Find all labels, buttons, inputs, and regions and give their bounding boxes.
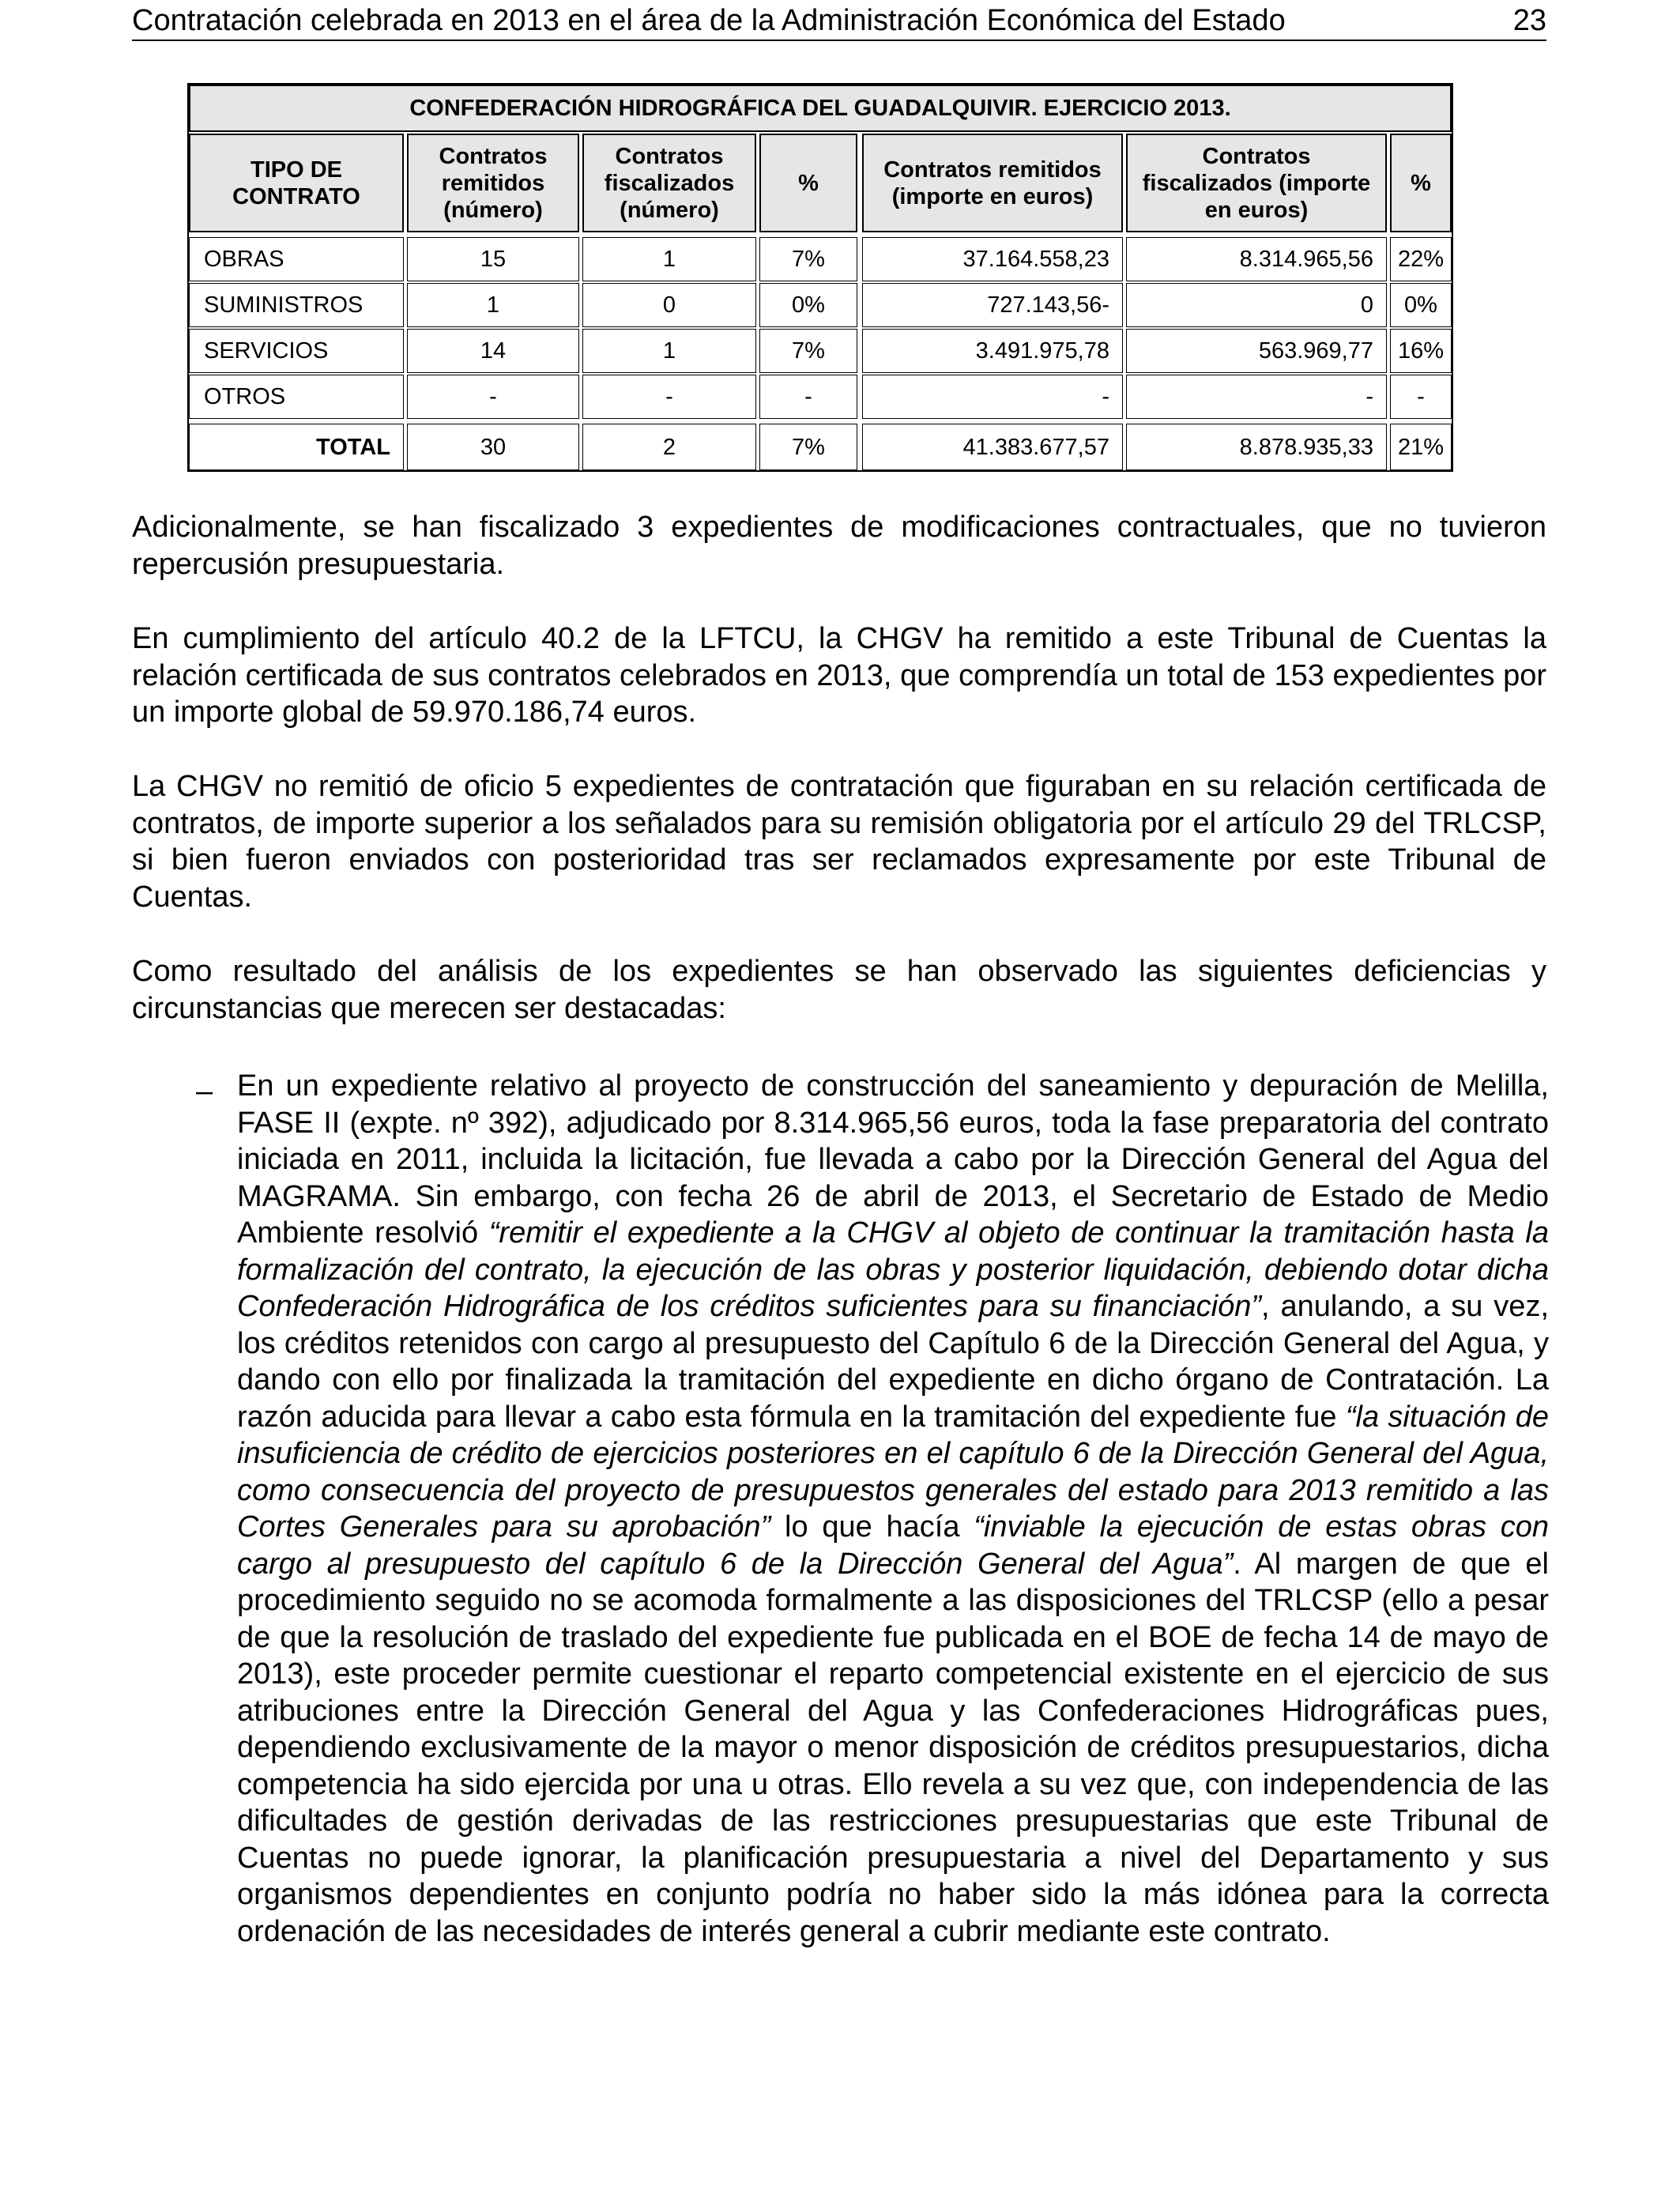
bullet-text-segment: . Al margen de que el procedimiento seguido no se acomoda formalmente a las disposiciones del TRLCSP (ello a pesar de que la resolución de traslado del expediente fue publicada en el BOE de fecha 14 de mayo de 2013), este proceder permite cuestionar el reparto competencial existente en el ejercicio de sus atribuciones entre la Dirección General del Agua y las Confederaciones Hidrográficas pues, dependiendo exclusivamente de la mayor o menor disposición de créditos presupuestarios, dicha competencia ha sido ejercida por una u otras. Ello revela a su vez que, con independencia de las dificultades de gestión derivadas de las restricciones presupuestarias que este Tribunal de Cuentas no puede ignorar, la planificación presupuestaria a nivel del Departamento y sus organismos dependientes en conjunto podría no haber sido la más idónea para la correcta ordenación de las necesidades de interés general a cubrir mediante este contrato. [237, 1547, 1549, 1948]
table-cell: - [407, 375, 579, 419]
table-cell: 0 [582, 283, 756, 327]
table-total-cell: 30 [407, 424, 579, 470]
table-cell: 7% [759, 329, 857, 373]
col-header-pct-num: % [759, 134, 857, 232]
bullet-text-segment: , anulando, a su vez, los créditos retenidos con cargo al presupuesto del Capítulo 6 de la Dirección General del Agua, y dando con ello por finalizada la tramitación del expediente en dicho órgano de Contratación. La razón aducida para llevar a cabo esta fórmula en la tramitación del expediente fue [237, 1290, 1549, 1434]
table-cell: - [759, 375, 857, 419]
table-cell-tipo: OBRAS [189, 237, 404, 281]
paragraph: Como resultado del análisis de los expedientes se han observado las siguientes deficiencias y circunstancias que merecen ser destacadas: [132, 955, 1546, 1025]
paragraph: La CHGV no remitió de oficio 5 expedientes de contratación que figuraban en su relación certificada de contratos, de importe superior a los señalados para su remisión obligatoria por el artículo 29 del TRLCSP, si bien fueron enviados con posterioridad tras ser reclamados expresamente por este Tribunal de Cuentas. [132, 770, 1546, 914]
bullet-quote: “remitir el expediente a la CHGV al objeto de continuar la tramitación hasta la formalización del contrato, la ejecución de las obras y posterior liquidación, debiendo dotar dicha Confederación Hidrográfica de los créditos suficientes para su financiación” [237, 1216, 1549, 1323]
table-cell: 15 [407, 237, 579, 281]
table-cell: - [1126, 375, 1387, 419]
table-cell: - [862, 375, 1123, 419]
table-cell: 16% [1390, 329, 1452, 373]
table-total-cell: 41.383.677,57 [862, 424, 1123, 470]
table-cell: 0 [1126, 283, 1387, 327]
col-header-fiscalizados-num: Contratos fiscalizados (número) [582, 134, 756, 232]
table-title: CONFEDERACIÓN HIDROGRÁFICA DEL GUADALQUIVIR. EJERCICIO 2013. [189, 85, 1452, 132]
table-cell-tipo: OTROS [189, 375, 404, 419]
page-header [132, 2, 1546, 41]
table-total-label: TOTAL [189, 424, 404, 470]
table-cell: 1 [582, 237, 756, 281]
contracts-table [187, 83, 1453, 472]
col-header-tipo: TIPO DE CONTRATO [189, 134, 404, 232]
page-number: 23 [1512, 4, 1546, 37]
bullet-quote: “la situación de insuficiencia de crédito de ejercicios posteriores en el capítulo 6 de la Dirección General del Agua, como consecuencia del proyecto de presupuestos generales del estado para 2013 remitido a las Cortes Generales para su aprobación” [237, 1400, 1549, 1544]
paragraph: Adicionalmente, se han fiscalizado 3 expedientes de modificaciones contractuales, que no tuvieron repercusión presupuestaria. [132, 511, 1546, 581]
bullet-item [237, 1068, 1549, 1950]
table-total-cell: 2 [582, 424, 756, 470]
table-total-cell: 8.878.935,33 [1126, 424, 1387, 470]
header-title: Contratación celebrada en 2013 en el área de la Administración Económica del Estado [132, 4, 1286, 37]
col-header-pct-importe: % [1390, 134, 1452, 232]
paragraph: En cumplimiento del artículo 40.2 de la LFTCU, la CHGV ha remitido a este Tribunal de Cuentas la relación certificada de sus contratos celebrados en 2013, que comprendía un total de 153 expedientes por un importe global de 59.970.186,74 euros. [132, 622, 1546, 729]
table-cell: 727.143,56- [862, 283, 1123, 327]
col-header-fiscalizados-importe: Contratos fiscalizados (importe en euros) [1126, 134, 1387, 232]
col-header-remitidos-importe: Contratos remitidos (importe en euros) [862, 134, 1123, 232]
table-cell: 7% [759, 237, 857, 281]
table-cell-tipo: SERVICIOS [189, 329, 404, 373]
table-cell: - [1390, 375, 1452, 419]
table-cell: 0% [759, 283, 857, 327]
table-cell: 8.314.965,56 [1126, 237, 1387, 281]
bullet-text-segment: En un expediente relativo al proyecto de construcción del saneamiento y depuración de Melilla, FASE II (expte. nº 392), adjudicado por 8.314.965,56 euros, toda la fase preparatoria del contrato iniciada en 2011, incluida la licitación, fue llevada a cabo por la Dirección General del Agua del MAGRAMA. Sin embargo, con fecha 26 de abril de 2013, el Secretario de Estado de Medio Ambiente resolvió [237, 1069, 1549, 1250]
table-cell: 3.491.975,78 [862, 329, 1123, 373]
table-cell: 563.969,77 [1126, 329, 1387, 373]
table-cell: 14 [407, 329, 579, 373]
bullet-text-segment: lo que hacía [770, 1510, 974, 1544]
table-cell: 1 [407, 283, 579, 327]
bullet-marker: – [196, 1075, 213, 1108]
table-cell: 0% [1390, 283, 1452, 327]
col-header-remitidos-num: Contratos remitidos (número) [407, 134, 579, 232]
table-total-cell: 21% [1390, 424, 1452, 470]
table-total-cell: 7% [759, 424, 857, 470]
table-cell-tipo: SUMINISTROS [189, 283, 404, 327]
table-cell: - [582, 375, 756, 419]
table-cell: 37.164.558,23 [862, 237, 1123, 281]
table-cell: 1 [582, 329, 756, 373]
bullet-quote: “inviable la ejecución de estas obras con cargo al presupuesto del capítulo 6 de la Dirección General del Agua” [237, 1510, 1549, 1581]
table-cell: 22% [1390, 237, 1452, 281]
